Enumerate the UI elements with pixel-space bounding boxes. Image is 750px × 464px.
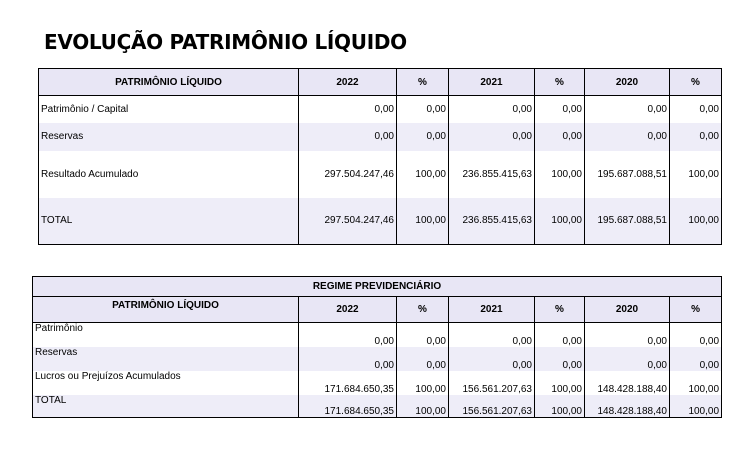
row-label: TOTAL	[39, 198, 299, 245]
row-label: Reservas	[39, 123, 299, 151]
value-cell: 100,00	[535, 371, 585, 395]
value-cell: 195.687.088,51	[585, 198, 670, 245]
header-cell: 2020	[585, 69, 670, 96]
total-row	[33, 395, 722, 418]
value-cell: 100,00	[535, 198, 585, 245]
header-cell: 2022	[299, 297, 397, 323]
table-row	[33, 371, 722, 395]
page-title: EVOLUÇÃO PATRIMÔNIO LÍQUIDO	[44, 30, 407, 54]
row-label: TOTAL	[33, 395, 299, 418]
band-row	[33, 277, 722, 297]
value-cell: 0,00	[397, 96, 449, 123]
value-cell: 0,00	[299, 123, 397, 151]
header-cell: %	[670, 69, 722, 96]
regime-previdenciario-table	[32, 276, 722, 418]
value-cell: 236.855.415,63	[449, 151, 535, 198]
value-cell: 0,00	[397, 123, 449, 151]
table-row	[39, 151, 722, 198]
value-cell: 0,00	[670, 323, 722, 347]
header-cell: 2022	[299, 69, 397, 96]
header-cell: PATRIMÔNIO LÍQUIDO	[39, 69, 299, 96]
header-cell: PATRIMÔNIO LÍQUIDO	[33, 297, 299, 323]
row-label: Reservas	[33, 347, 299, 371]
value-cell: 100,00	[670, 371, 722, 395]
value-cell: 0,00	[449, 323, 535, 347]
value-cell: 0,00	[670, 347, 722, 371]
value-cell: 148.428.188,40	[585, 371, 670, 395]
value-cell: 156.561.207,63	[449, 395, 535, 418]
row-label: Patrimônio / Capital	[39, 96, 299, 123]
table-row	[33, 323, 722, 347]
value-cell: 0,00	[585, 123, 670, 151]
table-row	[39, 123, 722, 151]
value-cell: 100,00	[670, 198, 722, 245]
value-cell: 0,00	[397, 323, 449, 347]
value-cell: 0,00	[585, 323, 670, 347]
value-cell: 0,00	[449, 96, 535, 123]
value-cell: 195.687.088,51	[585, 151, 670, 198]
header-cell: %	[535, 297, 585, 323]
value-cell: 0,00	[449, 123, 535, 151]
value-cell: 0,00	[585, 96, 670, 123]
value-cell: 100,00	[535, 151, 585, 198]
header-cell: %	[670, 297, 722, 323]
value-cell: 0,00	[299, 96, 397, 123]
value-cell: 100,00	[397, 198, 449, 245]
value-cell: 100,00	[397, 151, 449, 198]
value-cell: 0,00	[670, 123, 722, 151]
value-cell: 0,00	[299, 323, 397, 347]
value-cell: 0,00	[535, 123, 585, 151]
value-cell: 100,00	[397, 395, 449, 418]
header-cell: %	[397, 297, 449, 323]
value-cell: 148.428.188,40	[585, 395, 670, 418]
value-cell: 0,00	[449, 347, 535, 371]
row-label: Patrimônio	[33, 323, 299, 347]
row-label: Resultado Acumulado	[39, 151, 299, 198]
value-cell: 236.855.415,63	[449, 198, 535, 245]
patrimonio-liquido-table	[38, 68, 722, 245]
value-cell: 171.684.650,35	[299, 395, 397, 418]
table-row	[39, 96, 722, 123]
value-cell: 156.561.207,63	[449, 371, 535, 395]
value-cell: 297.504.247,46	[299, 151, 397, 198]
value-cell: 0,00	[535, 96, 585, 123]
table-row	[33, 347, 722, 371]
value-cell: 100,00	[670, 151, 722, 198]
band-title: REGIME PREVIDENCIÁRIO	[33, 277, 722, 297]
value-cell: 100,00	[397, 371, 449, 395]
value-cell: 100,00	[670, 395, 722, 418]
row-label: Lucros ou Prejuízos Acumulados	[33, 371, 299, 395]
header-cell: 2020	[585, 297, 670, 323]
header-cell: %	[535, 69, 585, 96]
header-cell: %	[397, 69, 449, 96]
value-cell: 0,00	[670, 96, 722, 123]
value-cell: 297.504.247,46	[299, 198, 397, 245]
total-row	[39, 198, 722, 245]
value-cell: 0,00	[299, 347, 397, 371]
header-cell: 2021	[449, 69, 535, 96]
value-cell: 171.684.650,35	[299, 371, 397, 395]
value-cell: 0,00	[397, 347, 449, 371]
header-row	[33, 297, 722, 323]
value-cell: 0,00	[585, 347, 670, 371]
value-cell: 0,00	[535, 347, 585, 371]
value-cell: 0,00	[535, 323, 585, 347]
header-row	[39, 69, 722, 96]
header-cell: 2021	[449, 297, 535, 323]
value-cell: 100,00	[535, 395, 585, 418]
